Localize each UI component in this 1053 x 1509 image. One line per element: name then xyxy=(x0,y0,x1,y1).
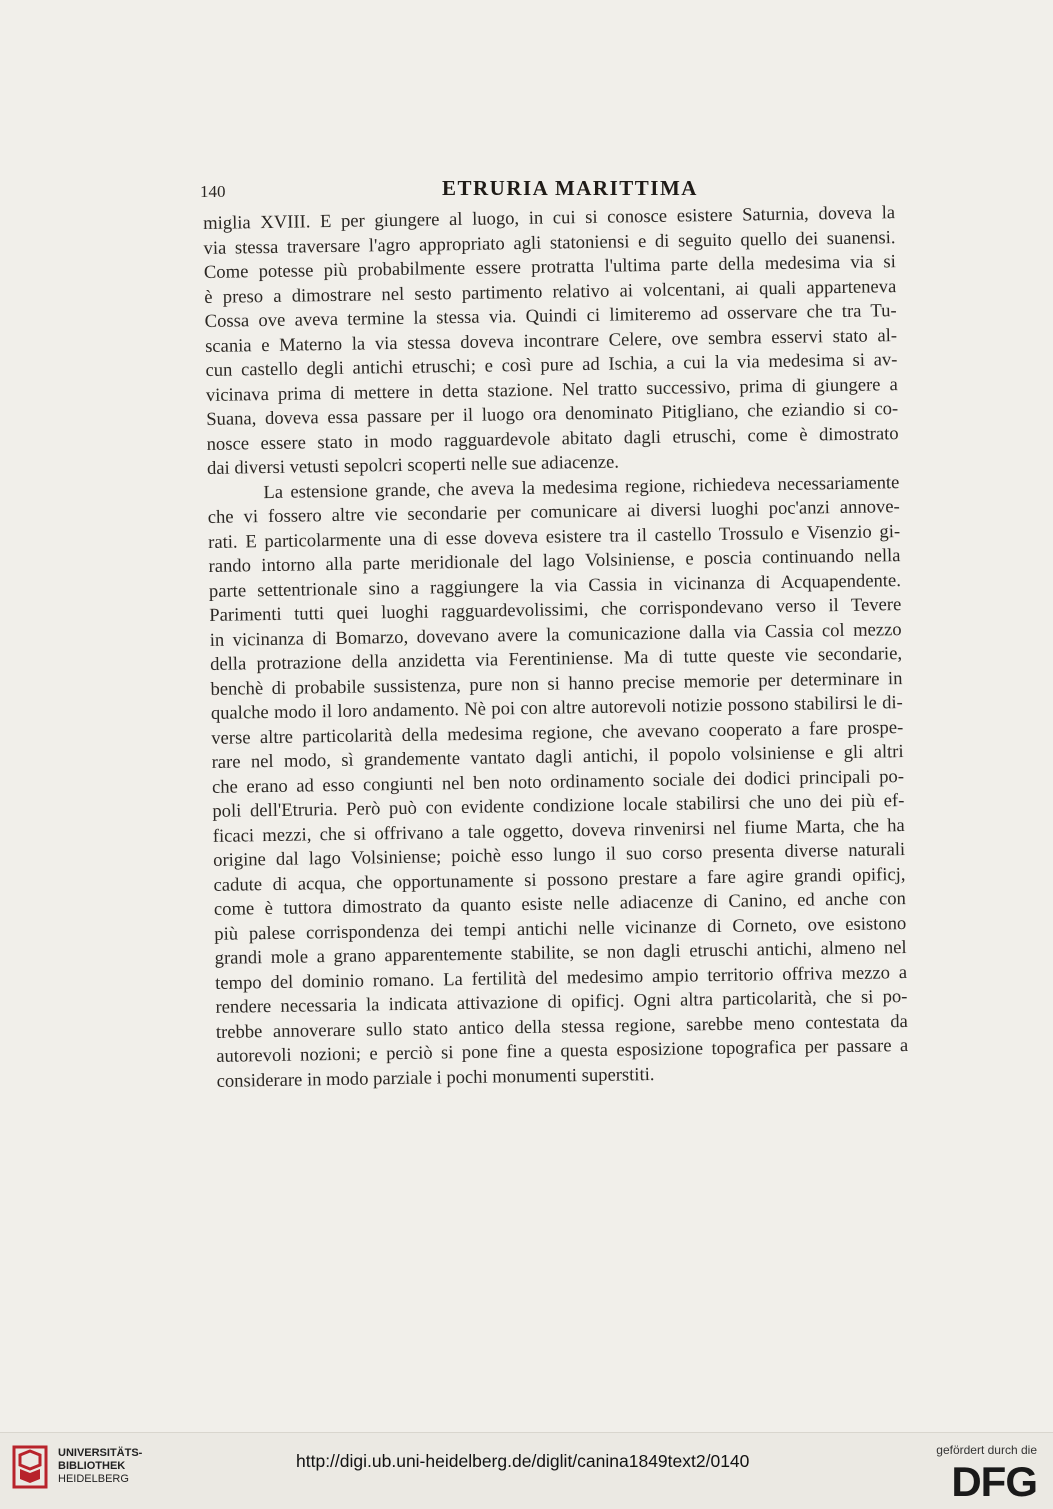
text-line: cadute di acqua, che opportunamente si possono prestare a fare agire grandi opificj, xyxy=(213,863,906,896)
viewer-footer xyxy=(0,1432,1053,1509)
text-line: rando intorno alla parte meridionale del lago Volsiniense, e poscia continuando nella xyxy=(208,545,901,577)
text-line: della protrazione della anzidetta via Ferentiniense. Ma di tutte queste vie secondarie, xyxy=(209,643,903,675)
library-name xyxy=(58,1447,142,1486)
text-line: autorevoli nozioni; e perciò si pone fine a questa esposizione topografica per passare a xyxy=(216,1035,909,1067)
text-line: che erano ad esso congiunti nel ben noto ordinamento sociale dei dodici principali po- xyxy=(211,765,905,798)
text-line: è preso a dimostrare nel sesto partimento relativo ai volcentani, ai quali apparteneva xyxy=(204,275,897,308)
text-line: grandi mole a grano apparentemente stabilite, se non dagli etruschi antichi, almeno nel xyxy=(214,937,907,969)
text-line: tempo del dominio romano. La fertilità del medesimo ampio territorio offriva mezzo a xyxy=(214,961,908,994)
text-line: rendere necessaria la indicata attivazione di opificj. Ogni altra particolarità, che si po- xyxy=(215,986,908,1018)
text-line: scania e Materno la via stessa doveva incontrare Celere, ove sembra esservi stato al- xyxy=(204,324,898,357)
text-line: trebbe annoverare sullo stato antico della stessa regione, sarebbe meno contestata da xyxy=(215,1010,908,1043)
text-line: considerare in modo parziale i pochi monumenti superstiti. xyxy=(216,1063,655,1092)
text-line: origine dal lago Volsiniense; poichè esso lungo il suo corso presenta diverse naturali xyxy=(213,839,906,871)
text-line: nosce essere stato in modo ragguardevole abitato dagli etruschi, come è dimostrato xyxy=(206,422,899,455)
text-line: poli dell'Etruria. Però può con evidente condizione locale stabilirsi che uno dei più ef- xyxy=(212,790,905,822)
text-line: in vicinanza di Bomarzo, dovevano avere la comunicazione dalla via Cassia col mezzo xyxy=(209,618,902,651)
body-text xyxy=(203,201,909,1094)
text-line: come è tuttora dimostrato da quanto esiste nelle adiacenze di Canino, ed anche con xyxy=(213,888,907,920)
text-line: dai diversi vetusti sepolcri scoperti nelle sue adiacenze. xyxy=(206,451,620,479)
text-line: Come potesse più probabilmente essere protratta l'ultima parte della medesima via si xyxy=(203,251,897,283)
text-line: Parimenti tutti quei luoghi ragguardevolissimi, che corrispondevano verso il Tevere xyxy=(209,594,902,626)
library-name-line2: BIBLIOTHEK xyxy=(58,1460,126,1472)
ub-heidelberg-logo-icon xyxy=(12,1445,48,1489)
text-line: ficaci mezzi, che si offrivano a tale oggetto, doveva rinvenirsi nel fiume Marta, che ha xyxy=(212,814,905,847)
text-line: cun castello degli antichi etruschi; e così pure ad Ischia, a cui la via medesima si av- xyxy=(205,349,898,381)
text-line: Cossa ove aveva termine la stessa via. Quindi ci limiteremo ad osservare che tra Tu- xyxy=(204,300,897,332)
text-line: via stessa traversare l'agro appropriato agli statoniensi e di seguito quello dei suanensi. xyxy=(203,226,896,259)
text-line: qualche modo il loro andamento. Nè poi con altre autorevoli notizie possono stabilirsi le di- xyxy=(210,692,903,724)
library-city: HEIDELBERG xyxy=(58,1473,129,1485)
funding-caption: gefördert durch die xyxy=(936,1443,1037,1457)
running-title: ETRURIA MARITTIMA xyxy=(442,176,698,200)
text-line: benchè di probabile sussistenza, pure non si hanno precise memorie per determinare in xyxy=(210,667,903,700)
text-line: rati. E particolarmente una di esse doveva esistere tra il castello Trossulo e Visenzio gi- xyxy=(208,520,901,553)
running-head xyxy=(200,176,900,200)
text-line: verse altre particolarità della medesima regione, che avevano cooperato a fare prospe- xyxy=(211,716,904,749)
permalink-url[interactable]: http://digi.ub.uni-heidelberg.de/diglit/canina1849text2/0140 xyxy=(296,1451,750,1471)
text-line: parte settentrionale sino a raggiungere la via Cassia in vicinanza di Acquapendente. xyxy=(208,569,902,602)
paragraph-start-line: La estensione grande, che aveva la medesima regione, richiedeva necessariamente xyxy=(263,471,900,503)
page-number: 140 xyxy=(200,182,226,201)
text-line: che vi fossero altre vie secondarie per comunicare ai diversi luoghi poc'anzi annove- xyxy=(207,496,900,528)
dfg-logo: DFG xyxy=(951,1458,1037,1505)
text-line: più palese corrispondenza dei tempi antichi nelle vicinanze di Corneto, ove esistono xyxy=(214,912,907,945)
library-name-line1: UNIVERSITÄTS- xyxy=(58,1447,143,1459)
text-line: miglia XVIII. E per giungere al luogo, in cui si conosce esistere Saturnia, doveva la xyxy=(203,202,896,234)
text-line: rare nel modo, sì grandemente vantato dagli antichi, il popolo volsiniense e gli altri xyxy=(211,741,904,773)
text-line: vicinava prima di mettere in detta stazione. Nel tratto successivo, prima di giungere a xyxy=(205,373,898,406)
text-line: Suana, doveva essa passare per il luogo ora denominato Pitigliano, che eziandio si co- xyxy=(206,398,899,430)
